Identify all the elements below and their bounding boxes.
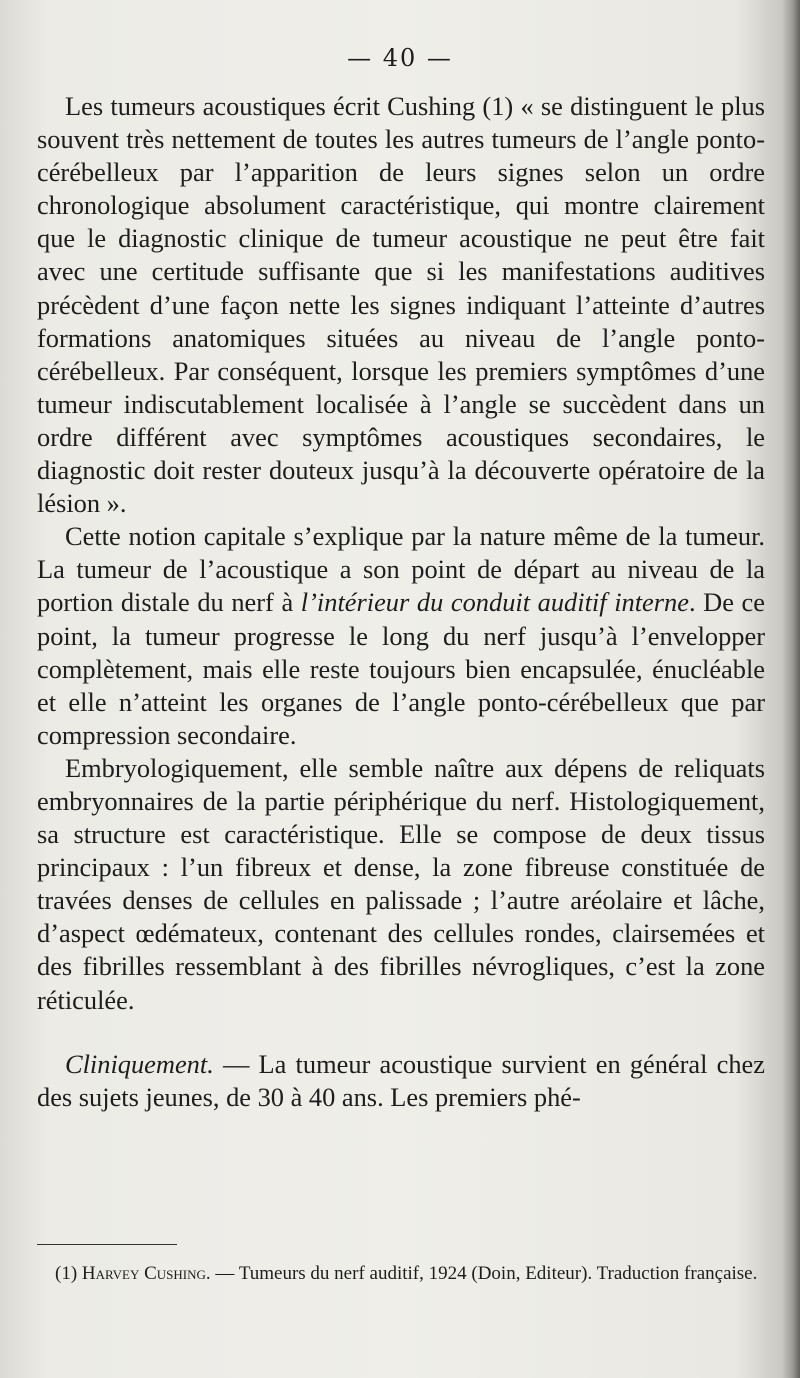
paragraph-tumor-origin-start: Cette notion capitale s’explique par la nature même de la tumeur. La tumeur de l’acoustique a son point de départ au niveau de la portion distale du nerf à xyxy=(37,521,765,618)
footnote xyxy=(37,1262,765,1286)
paragraph-tumor-origin-end: . De ce point, la tumeur progresse le long du nerf jusqu’à l’envelopper complètement, mais elle reste toujours bien encapsulée, énucléable et elle n’atteint les organes de l’angle ponto-cérébelleux que par compression secondaire. xyxy=(37,587,765,750)
paragraph-tumor-origin xyxy=(37,520,765,752)
footnote-number: (1) xyxy=(55,1263,78,1284)
italic-conduit-auditif: l’intérieur du conduit auditif interne xyxy=(300,587,689,618)
paragraph-clinical-text: — La tumeur acoustique survient en général chez des sujets jeunes, de 30 à 40 ans. Les premiers phé- xyxy=(37,1048,765,1112)
paragraph-histology: Embryologiquement, elle semble naître aux dépens de reliquats embryonnaires de la partie périphérique du nerf. Histologiquement, sa structure est caractéristique. Elle se compose de deux tissus principaux : l’un fibreux et dense, la zone fibreuse constituée de travées denses de cellules en palissade ; l’autre aréolaire et lâche, d’aspect œdémateux, contenant des cellules rondes, clairsemées et des fibrilles ressemblant à des fibrilles névrogliques, c’est la zone réticulée. xyxy=(37,752,765,1015)
page-number: — 40 — xyxy=(347,44,453,72)
footnote-rule xyxy=(37,1244,177,1245)
paragraph-cushing-quote: Les tumeurs acoustiques écrit Cushing (1) « se distinguent le plus souvent très nettement de toutes les autres tumeurs de l’angle ponto-cérébelleux par l’apparition de leurs signes selon un ordre chronologique absolument caractéristique, qui montre clairement que le diagnostic clinique de tumeur acoustique ne peut être fait avec une certitude suffisante que si les manifestations auditives précèdent d’une façon nette les signes indiquant l’atteinte d’autres formations anatomiques situées au niveau de l’angle ponto-cérébelleux. Par conséquent, lorsque les premiers symptômes d’une tumeur indiscutablement localisée à l’angle se succèdent dans un ordre différent avec symptômes acoustiques secondaires, le diagnostic doit rester douteux jusqu’à la découverte opératoire de la lésion ». xyxy=(37,91,765,519)
italic-cliniquement: Cliniquement. xyxy=(65,1048,214,1079)
footnote-author: Harvey Cushing. xyxy=(81,1263,211,1284)
footnote-text: — Tumeurs du nerf auditif, 1924 (Doin, Editeur). Traduction française. xyxy=(210,1263,758,1284)
body-text xyxy=(37,90,765,1114)
page-edge-shadow xyxy=(782,0,800,1378)
paragraph-clinical xyxy=(37,1048,765,1114)
